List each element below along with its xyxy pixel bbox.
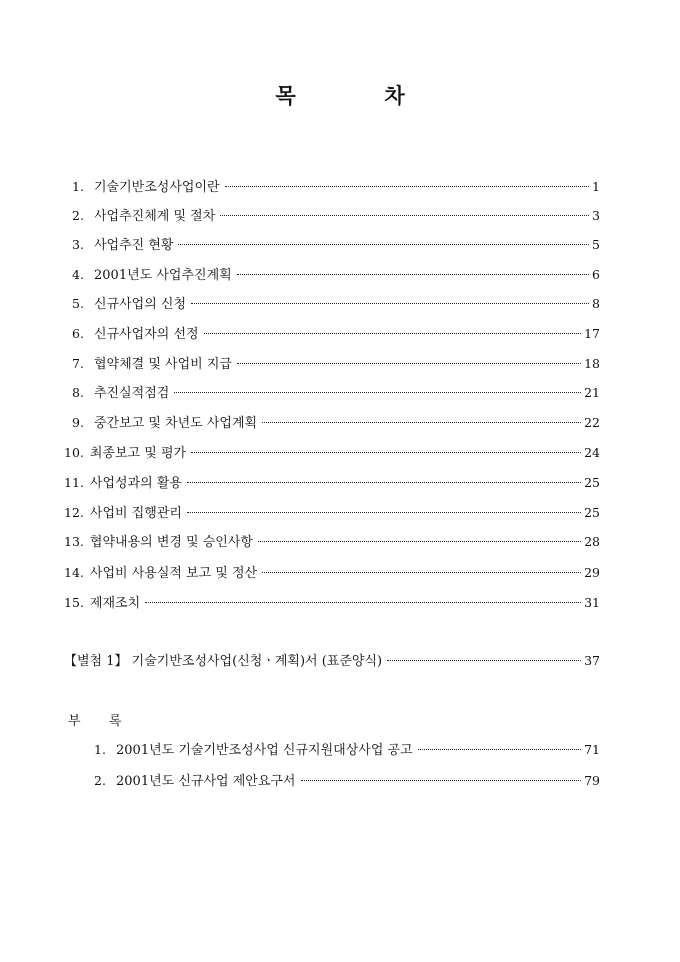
leader-dots [220, 215, 589, 216]
toc-entry-label: 협약내용의 변경 및 승인사항 [89, 535, 253, 550]
leader-dots [258, 541, 581, 542]
toc-entry[interactable] [72, 176, 600, 194]
toc-entry-number: 13. [64, 534, 84, 549]
toc-entry-number: 12. [64, 505, 84, 520]
page-title [0, 80, 680, 110]
toc-entry-page: 22 [584, 415, 600, 430]
toc-entry-label: 신규사업의 신청 [94, 297, 187, 312]
toc-entry-page: 18 [584, 356, 600, 371]
leader-dots [225, 186, 589, 187]
toc-entry-number: 7. [72, 356, 84, 371]
toc-entry[interactable] [72, 264, 600, 282]
toc-entry-page: 24 [584, 445, 600, 460]
toc-entry-number: 1. [72, 179, 84, 194]
appendix-heading-char-1: 부 [68, 714, 81, 729]
appendix-entry[interactable] [94, 770, 600, 788]
toc-entry-label: 신규사업자의 선정 [94, 327, 199, 342]
toc-entry-label: 추진실적점검 [94, 386, 170, 401]
leader-dots [418, 749, 581, 750]
toc-entry-page: 25 [584, 505, 600, 520]
appendix-entry-page: 79 [584, 773, 600, 788]
toc-entry-label: 사업비 사용실적 보고 및 정산 [89, 566, 258, 581]
toc-entry-page: 31 [584, 595, 600, 610]
leader-dots [262, 572, 581, 573]
title-char-1: 목 [275, 83, 296, 108]
toc-entry[interactable] [72, 293, 600, 311]
toc-entry-number: 9. [72, 415, 84, 430]
toc-entry-label: 중간보고 및 차년도 사업계획 [94, 416, 258, 431]
toc-entry-number: 11. [64, 475, 84, 490]
toc-entry-number: 3. [72, 237, 84, 252]
toc-entry-number: 10. [64, 445, 84, 460]
appendix-heading [68, 710, 121, 729]
toc-entry[interactable] [72, 382, 600, 400]
appendix-entry-label: 2001년도 신규사업 제안요구서 [116, 774, 296, 789]
toc-entry-label: 제재조치 [89, 596, 141, 611]
leader-dots [191, 452, 581, 453]
toc-entry-label: 기술기반조성사업이란 [94, 180, 220, 195]
toc-entry-page: 3 [592, 208, 600, 223]
toc-entry-label: 사업비 집행관리 [89, 506, 182, 521]
toc-entry-number: 8. [72, 385, 84, 400]
leader-dots [237, 363, 581, 364]
leader-dots [178, 244, 589, 245]
toc-entry-page: 6 [592, 267, 600, 282]
toc-entry[interactable] [64, 442, 600, 460]
toc-entry-page: 28 [584, 534, 600, 549]
appendix-entry-number: 2. [94, 773, 106, 788]
appendix-entry-label: 2001년도 기술기반조성사업 신규지원대상사업 공고 [116, 743, 413, 758]
toc-entry-label: 최종보고 및 평가 [89, 446, 187, 461]
leader-dots [191, 303, 589, 304]
leader-dots [174, 392, 581, 393]
toc-entry-number: 4. [72, 267, 84, 282]
leader-dots [262, 422, 581, 423]
leader-dots [387, 660, 581, 661]
toc-entry-number: 14. [64, 565, 84, 580]
toc-entry[interactable] [64, 592, 600, 610]
leader-dots [187, 482, 581, 483]
toc-entry[interactable] [72, 412, 600, 430]
appendix-entry[interactable] [94, 739, 600, 757]
toc-entry-page: 17 [584, 326, 600, 341]
leader-dots [187, 512, 581, 513]
toc-entry-label: 사업성과의 활용 [89, 476, 182, 491]
appendix-entry-number: 1. [94, 742, 106, 757]
title-char-2: 차 [384, 83, 405, 108]
attachment-label: 【별첨 1】 기술기반조성사업(신청ㆍ계획)서 (표준양식) [64, 654, 383, 669]
attachment-page: 37 [584, 653, 600, 668]
toc-entry[interactable] [64, 562, 600, 580]
toc-entry-page: 29 [584, 565, 600, 580]
toc-entry-label: 사업추진 현황 [94, 238, 174, 253]
toc-entry-page: 25 [584, 475, 600, 490]
toc-entry-number: 15. [64, 595, 84, 610]
leader-dots [145, 602, 581, 603]
toc-entry[interactable] [72, 205, 600, 223]
toc-entry[interactable] [64, 502, 600, 520]
toc-entry-page: 8 [592, 296, 600, 311]
leader-dots [237, 274, 589, 275]
toc-entry-label: 2001년도 사업추진계획 [94, 268, 232, 283]
appendix-heading-char-2: 록 [108, 714, 122, 729]
toc-entry-label: 협약체결 및 사업비 지급 [94, 357, 232, 372]
toc-entry-number: 6. [72, 326, 84, 341]
appendix-entry-page: 71 [584, 742, 600, 757]
toc-entry-number: 5. [72, 296, 84, 311]
toc-entry-page: 5 [592, 237, 600, 252]
toc-entry[interactable] [72, 323, 600, 341]
toc-entry-page: 21 [584, 385, 600, 400]
leader-dots [204, 333, 581, 334]
toc-entry-label: 사업추진체계 및 절차 [94, 209, 216, 224]
toc-entry[interactable] [72, 353, 600, 371]
leader-dots [301, 780, 582, 781]
attachment-entry[interactable] [64, 650, 600, 668]
toc-entry-number: 2. [72, 208, 84, 223]
toc-entry-page: 1 [592, 179, 600, 194]
toc-entry[interactable] [64, 531, 600, 549]
toc-entry[interactable] [64, 472, 600, 490]
toc-entry[interactable] [72, 234, 600, 252]
